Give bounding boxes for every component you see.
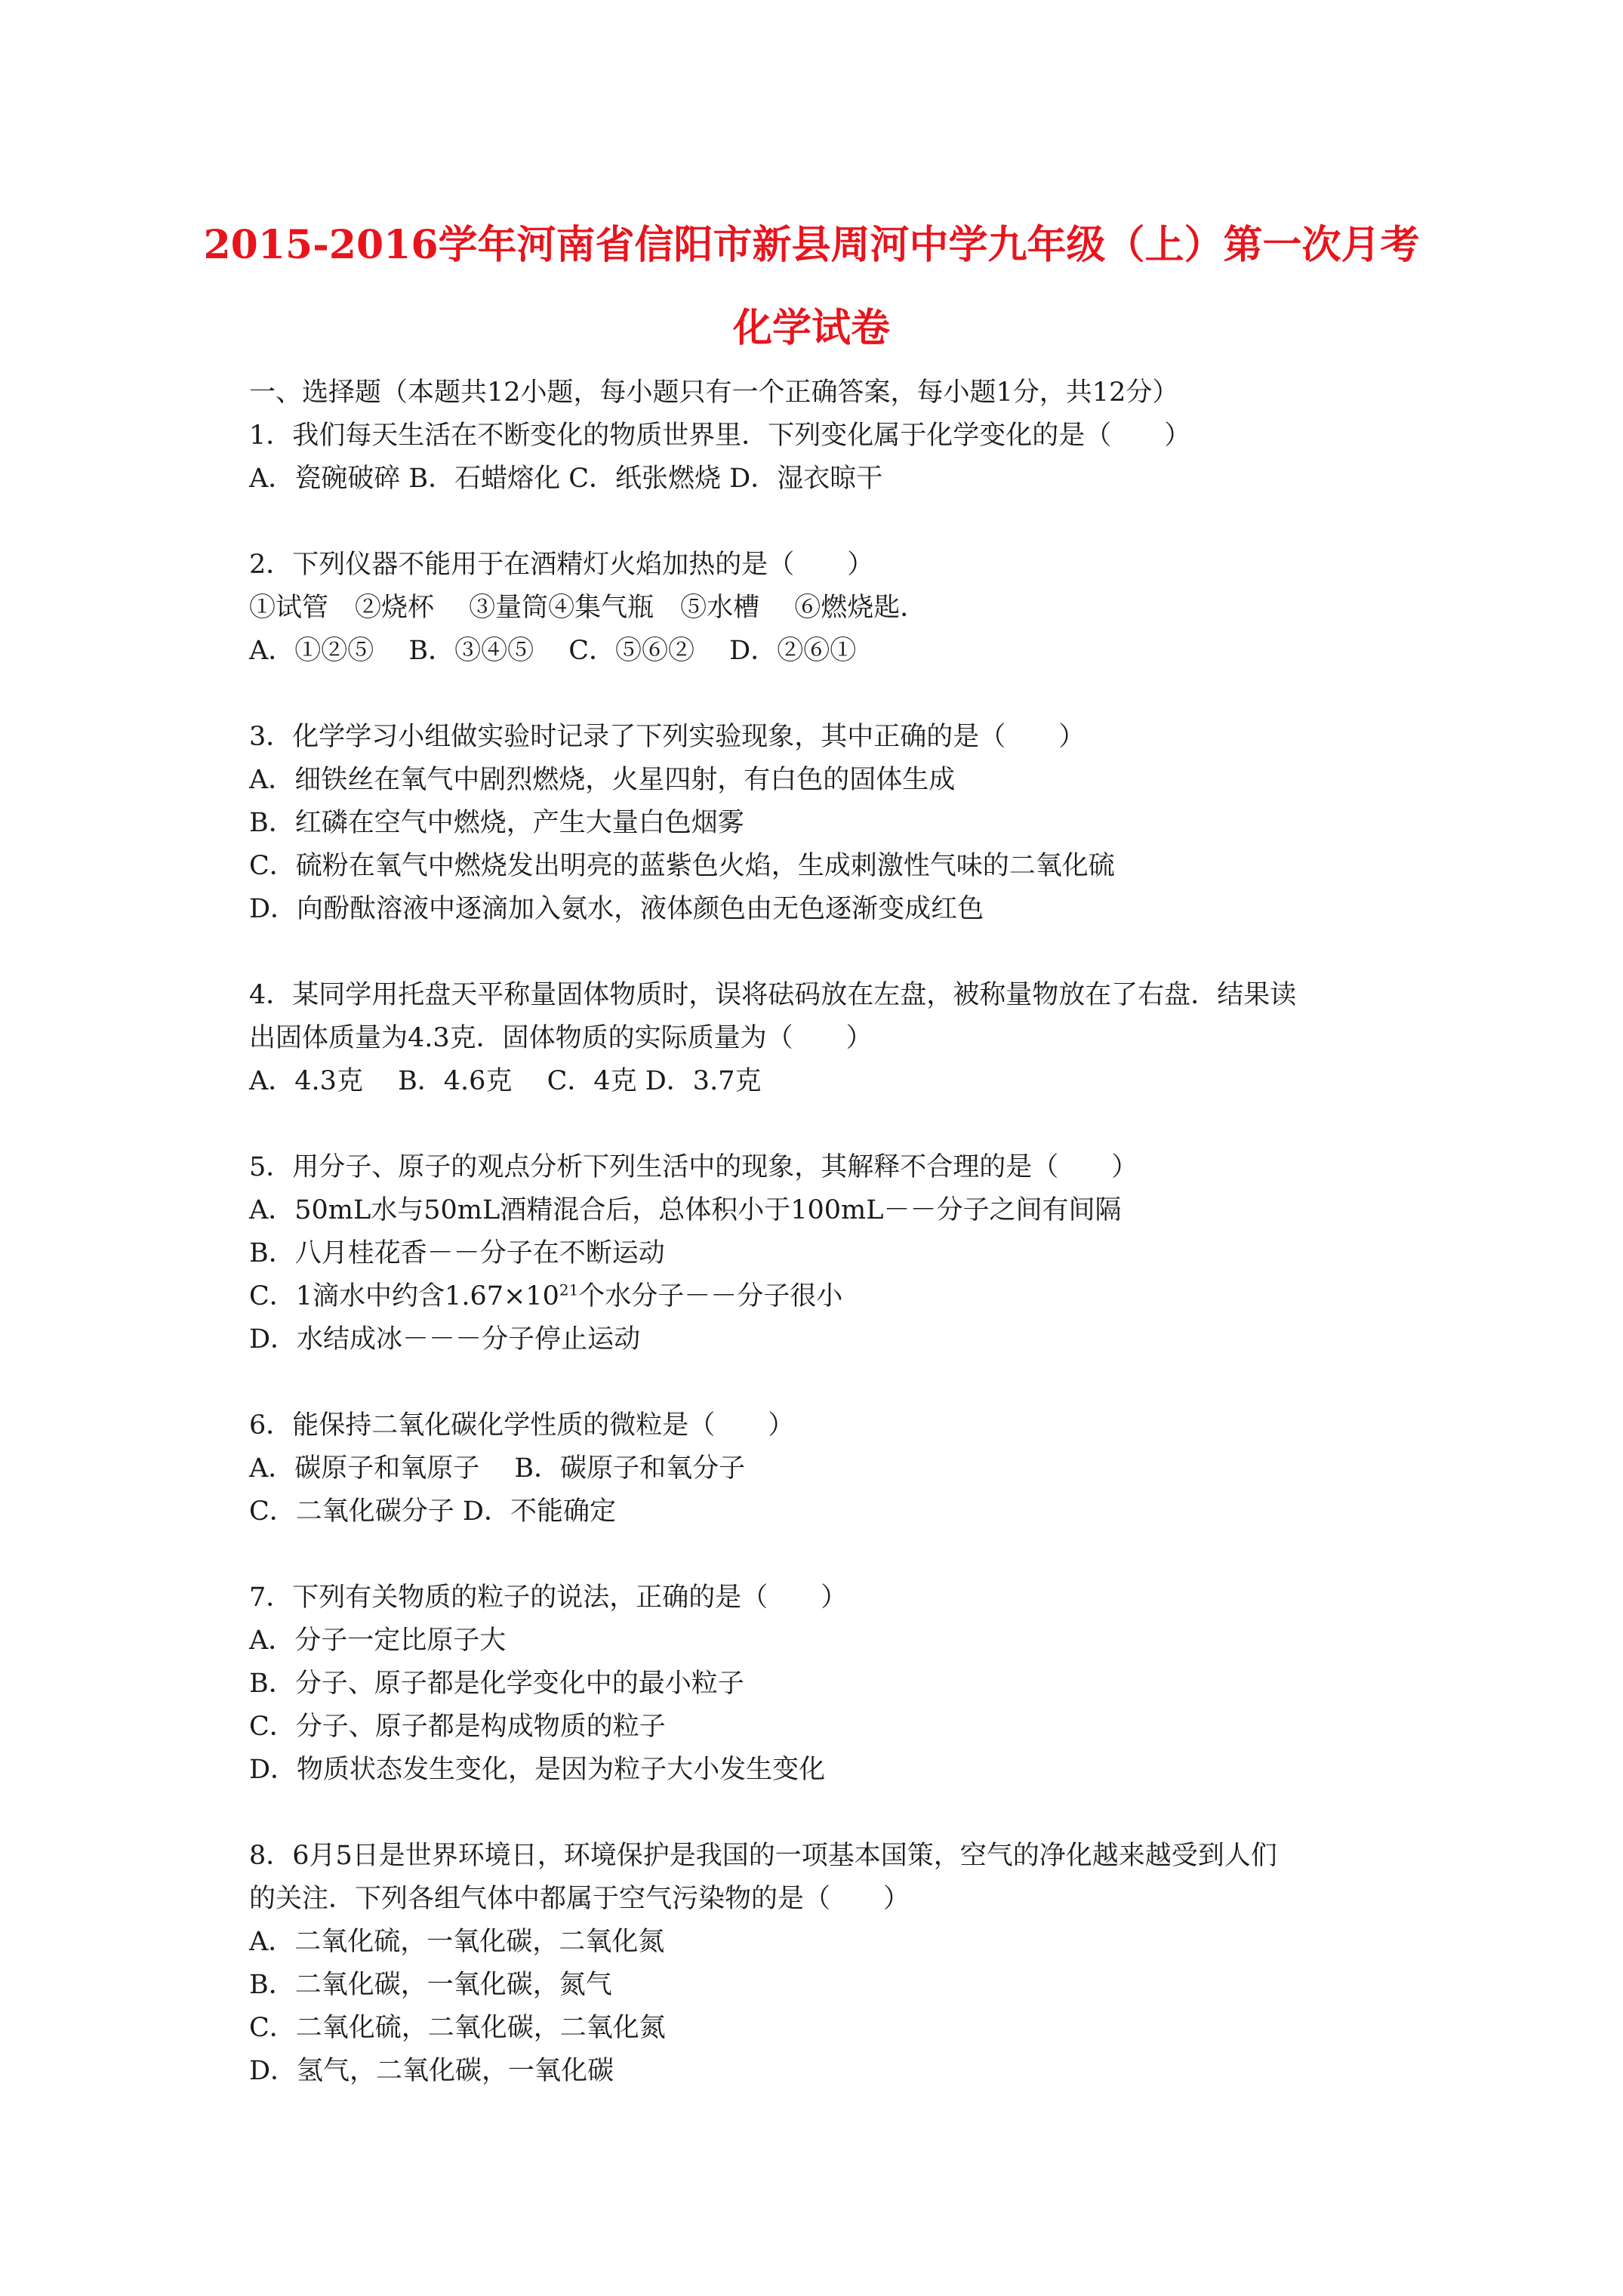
section-header: 一、选择题（本题共12小题，每小题只有一个正确答案，每小题1分，共12分）	[249, 378, 1179, 408]
question-1	[249, 415, 1381, 501]
question-4	[249, 974, 1381, 1103]
options-ab: A．碳原子和氧原子 B．碳原子和氧分子	[249, 1453, 746, 1484]
option-a: A．二氧化硫，一氧化碳，二氧化氮	[249, 1927, 665, 1957]
question-instrument-list: ①试管 ②烧杯 ③量筒④集气瓶 ⑤水槽 ⑥燃烧匙．	[249, 593, 927, 623]
options-cd: C．二氧化碳分子 D．不能确定	[249, 1496, 616, 1527]
option-c: C．分子、原子都是构成物质的粒子	[249, 1712, 666, 1742]
option-c-after: 个水分子－－分子很小	[578, 1281, 843, 1311]
option-b: B．红磷在空气中燃烧，产生大量白色烟雾	[249, 808, 744, 838]
option-a: A．50mL水与50mL酒精混合后，总体积小于100mL－－分子之间有间隔	[249, 1195, 1122, 1225]
question-options: A．瓷碗破碎 B．石蜡熔化 C．纸张燃烧 D．湿衣晾干	[249, 464, 883, 494]
option-c-before: C．1滴水中约含1.67×10	[249, 1281, 559, 1311]
question-stem-continued: 出固体质量为4.3克．固体物质的实际质量为（ ）	[249, 1023, 873, 1053]
option-a: A．细铁丝在氧气中剧烈燃烧，火星四射，有白色的固体生成	[249, 765, 956, 795]
question-stem: 1．我们每天生活在不断变化的物质世界里．下列变化属于化学变化的是（ ）	[249, 421, 1191, 451]
question-stem-continued: 的关注．下列各组气体中都属于空气污染物的是（ ）	[249, 1884, 910, 1914]
question-stem: 3．化学学习小组做实验时记录了下列实验现象，其中正确的是（ ）	[249, 722, 1086, 752]
option-d: D．氢气，二氧化碳，一氧化碳	[249, 2056, 614, 2086]
option-a: A．分子一定比原子大	[249, 1626, 507, 1656]
question-8	[249, 1835, 1381, 2093]
question-2	[249, 544, 1381, 673]
option-c: C．二氧化硫，二氧化碳，二氧化氮	[249, 2013, 666, 2043]
option-b: B．八月桂花香－－分子在不断运动	[249, 1238, 665, 1268]
option-d: D．物质状态发生变化，是因为粒子大小发生变化	[249, 1755, 826, 1785]
exam-content	[249, 371, 1381, 2136]
option-d: D．向酚酞溶液中逐滴加入氨水，液体颜色由无色逐渐变成红色	[249, 894, 984, 924]
question-5	[249, 1146, 1381, 1361]
question-stem: 5．用分子、原子的观点分析下列生活中的现象，其解释不合理的是（ ）	[249, 1152, 1138, 1182]
option-c: C．硫粉在氧气中燃烧发出明亮的蓝紫色火焰，生成刺激性气味的二氧化硫	[249, 851, 1115, 881]
question-3	[249, 716, 1381, 931]
exponent: 21	[559, 1281, 579, 1299]
exam-title-line1: 2015-2016学年河南省信阳市新县周河中学九年级（上）第一次月考	[203, 222, 1420, 268]
question-options: A．①②⑤ B．③④⑤ C．⑤⑥② D．②⑥①	[249, 636, 857, 666]
question-stem: 6．能保持二氧化碳化学性质的微粒是（ ）	[249, 1410, 795, 1441]
question-stem: 8．6月5日是世界环境日，环境保护是我国的一项基本国策，空气的净化越来越受到人们	[249, 1841, 1277, 1871]
question-stem: 2．下列仪器不能用于在酒精灯火焰加热的是（ ）	[249, 550, 874, 580]
option-d: D．水结成冰－－－分子停止运动	[249, 1324, 641, 1354]
exam-title-line2: 化学试卷	[732, 305, 890, 351]
option-c	[249, 1275, 1381, 1318]
question-options: A．4.3克 B．4.6克 C．4克 D．3.7克	[249, 1066, 762, 1096]
question-6	[249, 1404, 1381, 1533]
option-b: B．分子、原子都是化学变化中的最小粒子	[249, 1669, 744, 1699]
option-b: B．二氧化碳，一氧化碳，氮气	[249, 1970, 612, 2000]
question-7	[249, 1576, 1381, 1792]
question-stem: 4．某同学用托盘天平称量固体物质时，误将砝码放在左盘，被称量物放在了右盘．结果读	[249, 980, 1297, 1010]
question-stem: 7．下列有关物质的粒子的说法，正确的是（ ）	[249, 1583, 848, 1613]
